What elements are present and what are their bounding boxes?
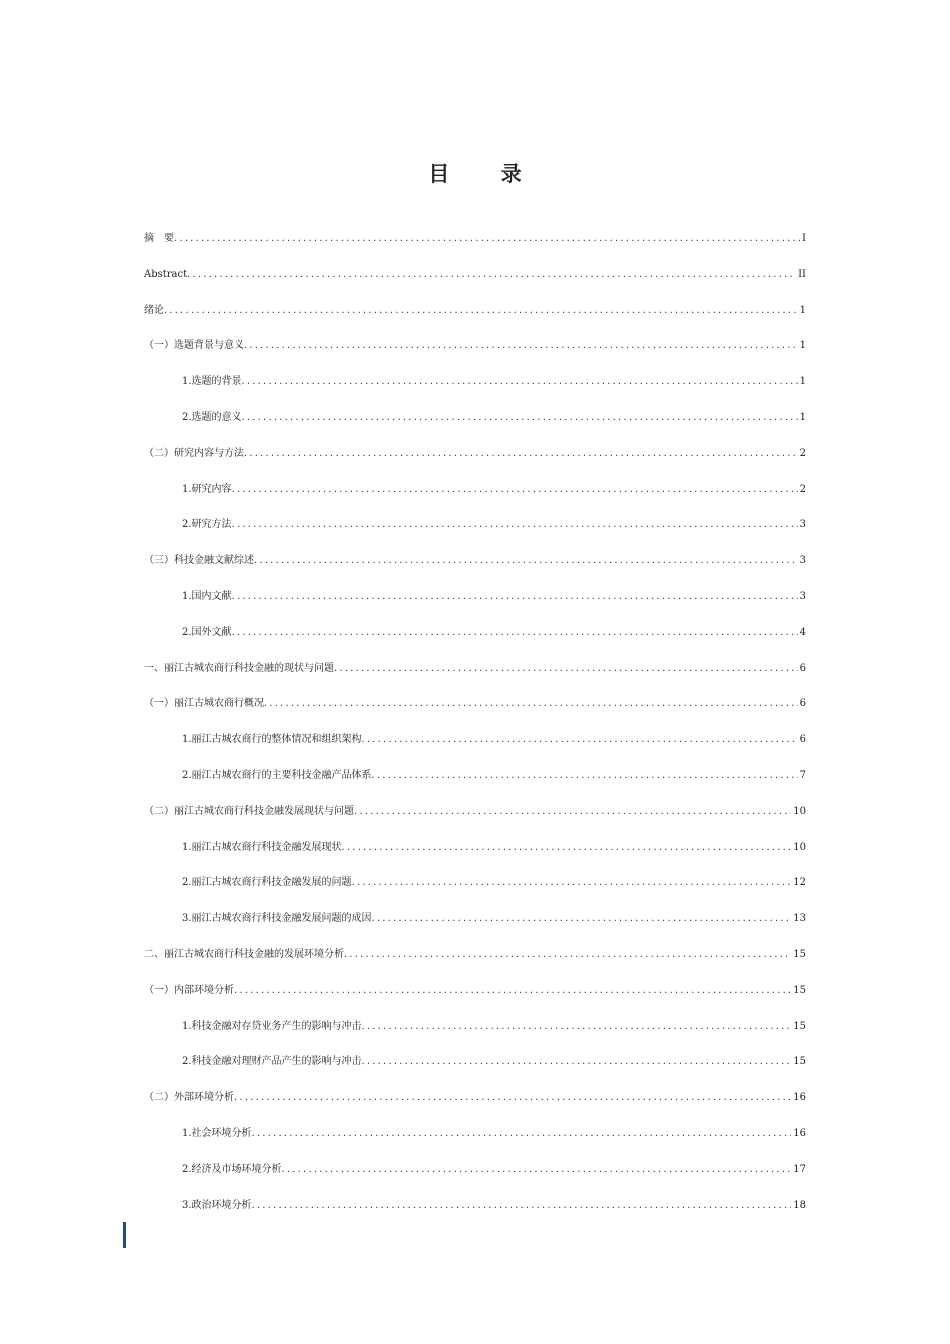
toc-entry-page-number: 1 [799,376,806,388]
dot-leader [334,661,798,677]
toc-entry-label: 1.科技金融对存贷业务产生的影响与冲击 [182,1020,362,1032]
toc-entry-page-number: 10 [793,805,806,817]
dot-leader [342,840,792,856]
toc-entry-page-number: 1 [799,340,806,352]
toc-entry-page-number: 15 [793,1056,806,1068]
dot-leader [174,231,800,247]
toc-entry-page-number: I [802,233,806,244]
toc-entry-page-number: 10 [793,841,806,853]
toc-entry-label: 2.选题的意义 [182,411,242,423]
dot-leader [242,410,798,426]
toc-entry[interactable] [144,625,806,661]
toc-entry[interactable] [144,732,806,768]
dot-leader [362,732,798,748]
toc-entry[interactable] [144,768,806,804]
toc-entry-page-number: 2 [799,483,806,495]
toc-entry-label: 绪论 [144,304,164,316]
dot-leader [264,696,798,712]
toc-entry[interactable] [144,517,806,553]
toc-entry-page-number: 4 [799,626,806,638]
dot-leader [232,625,798,641]
toc-entry-label: 2.研究方法 [182,519,232,531]
dot-leader [372,768,798,784]
toc-entry[interactable] [144,1019,806,1055]
toc-entry-label: 3.丽江古城农商行科技金融发展问题的成因 [182,913,372,925]
toc-entry[interactable] [144,231,806,267]
toc-entry-label: 2.科技金融对理财产品产生的影响与冲击 [182,1056,362,1068]
toc-entry[interactable] [144,1162,806,1198]
toc-entry[interactable] [144,696,806,732]
toc-entry-label: （二）外部环境分析 [144,1092,234,1104]
toc-entry-page-number: 6 [799,734,806,746]
dot-leader [372,911,792,927]
toc-entry-label: 二、丽江古城农商行科技金融的发展环境分析 [144,948,344,960]
toc-entry-page-number: 2 [799,447,806,459]
toc-entry-page-number: 3 [799,555,806,567]
toc-entry-label: Abstract [144,268,188,280]
dot-leader [252,1126,792,1142]
toc-entry-label: 3.政治环境分析 [182,1199,252,1211]
toc-entry-page-number: 1 [799,304,806,316]
dot-leader [282,1162,792,1178]
toc-entry[interactable] [144,1090,806,1126]
dot-leader [244,446,798,462]
toc-entry-page-number: 15 [793,984,806,996]
toc-entry-label: 2.丽江古城农商行科技金融发展的问题 [182,877,352,889]
toc-entry-label: 1.丽江古城农商行科技金融发展现状 [182,841,342,853]
dot-leader [232,517,798,533]
toc-entry-label: （一）丽江古城农商行概况 [144,698,264,710]
dot-leader [362,1019,792,1035]
toc-entry-label: 一、丽江古城农商行科技金融的现状与问题 [144,662,334,674]
toc-entry-page-number: 12 [793,877,806,889]
dot-leader [354,804,791,820]
toc-entry-label: 1.研究内容 [182,483,232,495]
toc-entry-label: 1.国内文献 [182,590,232,602]
toc-entry[interactable] [144,911,806,947]
dot-leader [362,1054,792,1070]
toc-entry[interactable] [144,1054,806,1090]
toc-entry[interactable] [144,374,806,410]
toc-entry-page-number: II [798,268,806,280]
toc-entry[interactable] [144,661,806,697]
toc-entry-label: （二）丽江古城农商行科技金融发展现状与问题 [144,805,354,817]
dot-leader [244,338,798,354]
toc-entry-page-number: 7 [799,769,806,781]
toc-entry-label: 摘 要 [144,233,174,244]
toc-entry-label: （一）选题背景与意义 [144,340,244,352]
toc-entry-label: （一）内部环境分析 [144,984,234,996]
toc-entry[interactable] [144,875,806,911]
dot-leader [234,983,791,999]
toc-entry[interactable] [144,482,806,518]
toc-entry[interactable] [144,338,806,374]
dot-leader [254,553,798,569]
table-of-contents [144,231,806,1233]
toc-entry-label: （三）科技金融文献综述 [144,555,254,567]
toc-entry[interactable] [144,1198,806,1234]
toc-entry-page-number: 17 [793,1163,806,1175]
dot-leader [234,1090,791,1106]
toc-entry-page-number: 6 [799,662,806,674]
dot-leader [187,267,796,283]
toc-entry[interactable] [144,804,806,840]
toc-entry-label: 1.丽江古城农商行的整体情况和组织架构 [182,734,362,746]
page-title: 目 录 [428,162,544,186]
dot-leader [252,1198,792,1214]
dot-leader [242,374,798,390]
toc-entry[interactable] [144,589,806,625]
toc-entry-label: 1.社会环境分析 [182,1127,252,1139]
toc-entry[interactable] [144,947,806,983]
toc-entry-page-number: 16 [793,1092,806,1104]
toc-entry-label: 2.经济及市场环境分析 [182,1163,282,1175]
toc-entry[interactable] [144,983,806,1019]
toc-entry-page-number: 15 [793,1020,806,1032]
toc-entry-page-number: 13 [793,913,806,925]
toc-entry-label: 2.国外文献 [182,626,232,638]
toc-entry[interactable] [144,840,806,876]
toc-entry-page-number: 18 [793,1199,806,1211]
toc-entry[interactable] [144,553,806,589]
dot-leader [164,303,798,319]
toc-entry[interactable] [144,410,806,446]
toc-entry-page-number: 1 [799,411,806,423]
toc-entry-page-number: 3 [799,590,806,602]
toc-entry[interactable] [144,446,806,482]
toc-entry[interactable] [144,1126,806,1162]
dot-leader [352,875,792,891]
dot-leader [232,589,798,605]
toc-entry-page-number: 15 [793,948,806,960]
dot-leader [344,947,791,963]
toc-entry-label: 1.选题的背景 [182,376,242,388]
toc-entry-page-number: 3 [799,519,806,531]
page-margin-accent-bar [123,1222,126,1248]
dot-leader [232,482,798,498]
toc-entry-label: 2.丽江古城农商行的主要科技金融产品体系 [182,769,372,781]
toc-entry[interactable] [144,303,806,339]
toc-entry[interactable] [144,267,806,303]
toc-entry-page-number: 6 [799,698,806,710]
toc-entry-page-number: 16 [793,1127,806,1139]
toc-entry-label: （二）研究内容与方法 [144,447,244,459]
